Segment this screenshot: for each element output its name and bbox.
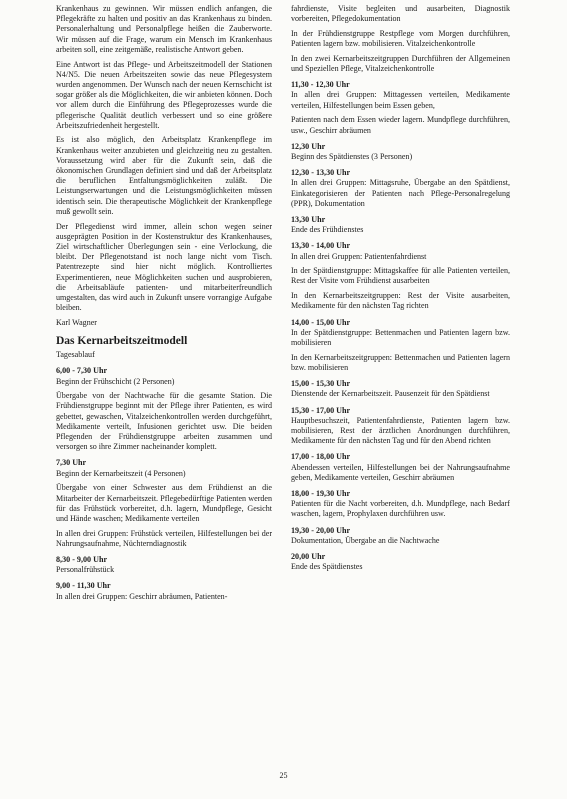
schedule-time: 15,30 - 17,00 Uhr	[291, 405, 351, 415]
body-paragraph: fahrdienste, Visite begleiten und ausarbeiten, Diagnostik vorbereiten, Pflegedokumentation	[291, 4, 510, 24]
body-paragraph: In der Frühdienstgruppe Restpflege vom Morgen durchführen, Patienten lagern bzw. mobilisieren. Vitalzeichenkontrolle	[291, 28, 510, 49]
schedule-list	[291, 80, 510, 572]
schedule-time: 20,00 Uhr	[291, 551, 326, 561]
schedule-time: 19,30 - 20,00 Uhr	[291, 525, 351, 535]
schedule-description: In der Spätdienstgruppe: Bettenmachen und Patienten lagern bzw. mobilisieren	[291, 327, 510, 347]
schedule-description: Dienstende der Kernarbeitszeit. Pausenzeit für den Spätdienst	[291, 389, 490, 399]
schedule-time: 12,30 Uhr	[291, 141, 326, 151]
schedule-description: In den Kernarbeitszeitgruppen: Bettenmachen und Patienten lagern bzw. mobilisieren	[291, 352, 510, 372]
schedule-time: 12,30 - 13,30 Uhr	[291, 168, 351, 178]
schedule-description: Personalfrühstück	[56, 565, 115, 575]
schedule-list	[56, 366, 272, 602]
schedule-description: In allen drei Gruppen: Mittagessen verteilen, Medikamente verteilen, Hilfestellungen beim Essen geben,	[291, 90, 510, 110]
schedule-time: 11,30 - 12,30 Uhr	[291, 80, 350, 90]
schedule-time: 13,30 - 14,00 Uhr	[291, 241, 351, 251]
schedule-description: Ende des Frühdienstes	[291, 225, 364, 235]
schedule-time: 8,30 - 9,00 Uhr	[56, 555, 108, 565]
schedule-description: In allen drei Gruppen: Mittagsruhe, Übergabe an den Spätdienst, Einkategorisieren der Patienten nach Pflege-Personalregelung (PPR), Dokumentation	[291, 178, 510, 208]
section-subtitle: Tagesablauf	[56, 350, 95, 360]
schedule-description: Hauptbesuchszeit, Patientenfahrdienste, Patienten lagern bzw. mobilisieren, Rest der ärztlichen Anordnungen durchführen, Medikamente für den nächsten Tag und für den Abend richten	[291, 415, 510, 446]
schedule-time: 17,00 - 18,00 Uhr	[291, 452, 351, 462]
schedule-description: In allen drei Gruppen: Patientenfahrdienst	[291, 251, 427, 261]
schedule-description: Übergabe von der Nachtwache für die gesamte Station. Die Frühdienstgruppe beginnt mit der Pflege ihrer Patienten, es wird gebettet, gewaschen, Vitalzeichenkontrollen werden durchgeführt, Medikamente verteilt, Infusionen gerichtet usw. Die beiden Pflegenden der Frühdienstgruppe arbeiten zusammen und versorgen so ihre Zimmer nacheinander komplett.	[56, 391, 272, 452]
schedule-time: 15,00 - 15,30 Uhr	[291, 379, 351, 389]
schedule-description: Übergabe von einer Schwester aus dem Frühdienst an die Mitarbeiter der Kernarbeitszeit. Pflegebedürftige Patienten werden für das Frühstück vorbereitet, d.h. lagern, Mundpflege, Gesicht und Hände waschen; Medikamente verteilen	[56, 483, 272, 523]
schedule-time: 6,00 - 7,30 Uhr	[56, 366, 108, 376]
section-title: Das Kernarbeitszeitmodell	[56, 335, 188, 348]
schedule-description: Dokumentation, Übergabe an die Nachtwache	[291, 535, 440, 545]
schedule-time: 18,00 - 19,30 Uhr	[291, 488, 351, 498]
body-paragraph: In den zwei Kernarbeitszeitgruppen Durchführen der Allgemeinen und Speziellen Pflege, Vitalzeichenkontrolle	[291, 53, 510, 74]
body-paragraph: Es ist also möglich, den Arbeitsplatz Krankenpflege im Krankenhaus weiter anzubieten und gleichzeitig neu zu gestalten. Voraussetzung wird aber für die Zukunft sein, daß die ökonomischen Grundlagen definiert sind und daß der Arbeitsplatz die beruflichen Entfaltungsmöglichkeiten zuläßt. Die Leistungserwartungen und die Leistungsmöglichkeiten müssen identisch sein. Die therapeutische Möglichkeit der Krankenpflege muß gewollt sein.	[56, 135, 272, 216]
schedule-description: Ende des Spätdienstes	[291, 562, 363, 572]
page-number: 25	[279, 771, 288, 780]
schedule-time: 13,30 Uhr	[291, 214, 326, 224]
schedule-time: 14,00 - 15,00 Uhr	[291, 317, 351, 327]
schedule-description: Patienten nach dem Essen wieder lagern. Mundpflege durchführen, usw., Geschirr abräumen	[291, 115, 510, 135]
right-column	[291, 4, 510, 577]
schedule-time: 9,00 - 11,30 Uhr	[56, 581, 111, 591]
schedule-description: In den Kernarbeitszeitgruppen: Rest der Visite ausarbeiten, Medikamente für den nächsten Tag richten	[291, 291, 510, 311]
schedule-description: Abendessen verteilen, Hilfestellungen bei der Nahrungsaufnahme geben, Medikamente verteilen, Geschirr abräumen	[291, 462, 510, 482]
schedule-description: Patienten für die Nacht vorbereiten, d.h. Mundpflege, nach Bedarf waschen, lagern, Prophylaxen durchführen usw.	[291, 499, 510, 519]
schedule-description: In allen drei Gruppen: Geschirr abräumen, Patienten-	[56, 591, 228, 601]
schedule-description: Beginn der Frühschicht (2 Personen)	[56, 376, 175, 386]
schedule-description: Beginn des Spätdienstes (3 Personen)	[291, 151, 413, 161]
schedule-description: In allen drei Gruppen: Frühstück verteilen, Hilfestellungen bei der Nahrungsaufnahme, Nüchterndiagnostik	[56, 528, 272, 548]
schedule-description: Beginn der Kernarbeitszeit (4 Personen)	[56, 468, 186, 478]
body-paragraph: Eine Antwort ist das Pflege- und Arbeitszeitmodell der Stationen N4/N5. Die neuen Arbeitszeiten sowie das neue Pflegesystem wurden angenommen. Der Wunsch nach der neuen Kernschicht ist sogar größer als die Möglichkeiten, die wir anbieten können. Doch vor allem durch die Einführung des Pflegeprozesses wurde die pflegerische Qualität deutlich verbessert und so eine größere Arbeitszufriedenheit hergestellt.	[56, 59, 272, 130]
schedule-time: 7,30 Uhr	[56, 458, 87, 468]
schedule-description: In der Spätdienstgruppe: Mittagskaffee für alle Patienten verteilen, Rest der Visite vom Frühdienst ausarbeiten	[291, 266, 510, 286]
left-column	[56, 4, 272, 606]
body-paragraph: Krankenhaus zu gewinnen. Wir müssen endlich anfangen, die Pflegekräfte zu halten und positiv an das Krankenhaus zu binden. Personalerhaltung und Personalpflege heißen die Zauberworte. Wir müssen auf die Frage, warum ein Mensch im Krankenhaus arbeiten soll, eine zeitgemäße, realistische Antwort geben.	[56, 4, 272, 54]
body-paragraph: Der Pflegedienst wird immer, allein schon wegen seiner ausgeprägten Position in der Kostenstruktur des Krankenhauses, Ziel wirtschaftlicher Überlegungen sein - eine Verlockung, die bleibt. Der Pflegenotstand ist noch lange nicht vom Tisch. Patentrezepte sind hier nicht möglich. Kontrolliertes Experimentieren, neue Möglichkeiten suchen und ausprobieren, die Arbeitsabläufe patienten- und mitarbeiterfreundlich umgestalten, das wird auch in Zukunft unsere vorrangige Aufgabe bleiben.	[56, 221, 272, 313]
author-name: Karl Wagner	[56, 317, 97, 327]
